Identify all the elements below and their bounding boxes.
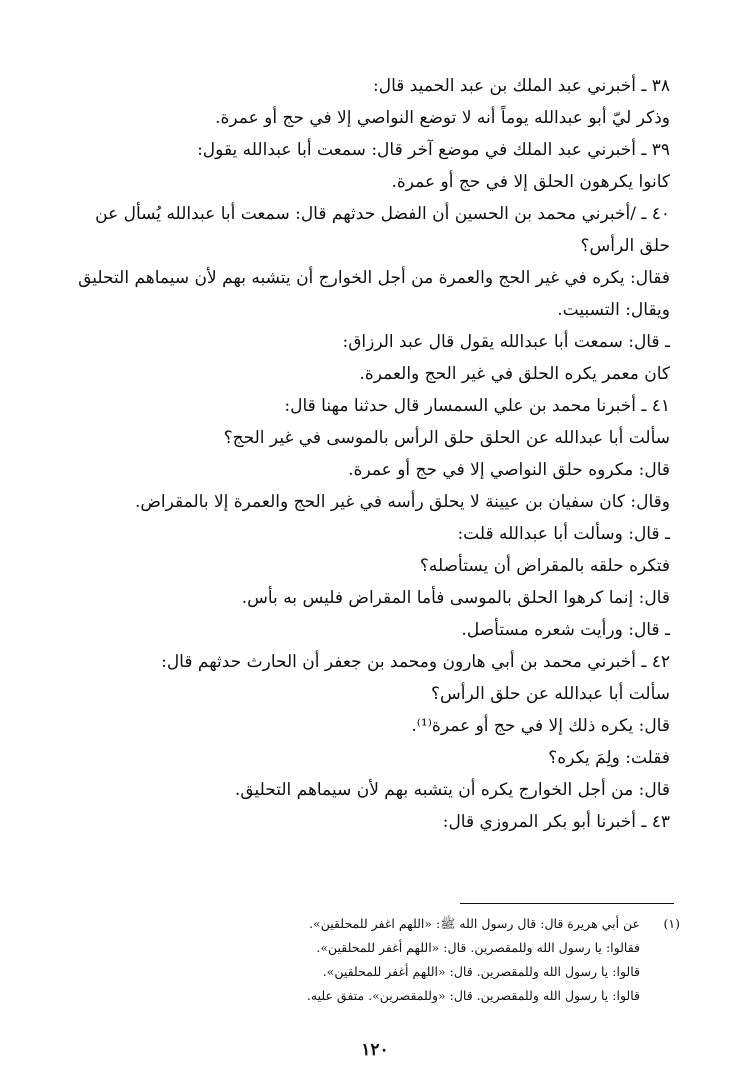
footnote-text: عن أبي هريرة قال: قال رسول الله ﷺ: «اللهم اغفر للمحلقين». xyxy=(309,916,640,931)
footnote-text: قالوا: يا رسول الله وللمقصرين. قال: «اللهم أغفر للمحلقين». xyxy=(322,964,640,979)
text-line: حلق الرأس؟ xyxy=(580,236,670,256)
text-line: قال: إنما كرهوا الحلق بالموسى فأما المقراض فليس به بأس. xyxy=(241,588,670,608)
text-line: ٤٢ ـ أخبرني محمد بن أبي هارون ومحمد بن جعفر أن الحارث حدثهم قال: xyxy=(161,652,670,672)
main-text xyxy=(48,70,670,838)
page-number: ١٢٠ xyxy=(361,1040,389,1060)
footnote-line xyxy=(60,912,680,936)
text-line: ٤٠ ـ /أخبرني محمد بن الحسين أن الفضل حدثهم قال: سمعت أبا عبدالله يُسأل عن xyxy=(95,204,670,224)
text-line: ٤١ ـ أخبرنا محمد بن علي السمسار قال حدثنا مهنا قال: xyxy=(284,396,670,416)
text-line: سألت أبا عبدالله عن الحلق حلق الرأس بالموسى في غير الحج؟ xyxy=(223,428,670,448)
footnotes xyxy=(60,912,680,1008)
text-line: ـ قال: وسألت أبا عبدالله قلت: xyxy=(457,524,670,544)
footnote-text: فقالوا: يا رسول الله وللمقصرين. قال: «اللهم أغفر للمحلقين». xyxy=(316,940,640,955)
text-line: فقال: يكره في غير الحج والعمرة من أجل الخوارج أن يتشبه بهم لأن سيماهم التحليق xyxy=(78,268,670,288)
footnote-line xyxy=(60,984,680,1008)
text-line: ٣٩ ـ أخبرني عبد الملك في موضع آخر قال: سمعت أبا عبدالله يقول: xyxy=(197,140,670,160)
footnote-marker: (١) xyxy=(663,916,680,931)
footnote-line xyxy=(60,936,680,960)
text-line: ويقال: التسبيت. xyxy=(557,300,670,320)
text-line: وذكر ليّ أبو عبدالله يوماً أنه لا توضع النواصي إلا في حج أو عمرة. xyxy=(215,108,670,128)
text-line: كان معمر يكره الحلق في غير الحج والعمرة. xyxy=(359,364,670,384)
text-line: فتكره حلقه بالمقراض أن يستأصله؟ xyxy=(419,556,670,576)
text-line: قال: يكره ذلك إلا في حج أو عمرة⁽¹⁾. xyxy=(411,716,670,736)
text-line: ٣٨ ـ أخبرني عبد الملك بن عبد الحميد قال: xyxy=(372,76,670,96)
footnote-divider xyxy=(460,903,674,904)
text-line: سألت أبا عبدالله عن حلق الرأس؟ xyxy=(431,684,670,704)
text-line: وقال: كان سفيان بن عيينة لا يحلق رأسه في غير الحج والعمرة إلا بالمقراض. xyxy=(134,492,670,512)
text-line: ـ قال: سمعت أبا عبدالله يقول قال عبد الرزاق: xyxy=(342,332,670,352)
text-line: كانوا يكرهون الحلق إلا في حج أو عمرة. xyxy=(391,172,670,192)
footnote-text: قالوا: يا رسول الله وللمقصرين. قال: «وللمقصرين». متفق عليه. xyxy=(306,988,640,1003)
text-line: قال: مكروه حلق النواصي إلا في حج أو عمرة. xyxy=(348,460,670,480)
footnote-line xyxy=(60,960,680,984)
text-line: ـ قال: ورأيت شعره مستأصل. xyxy=(461,620,670,640)
text-line: فقلت: ولِمَ يكره؟ xyxy=(548,748,670,768)
text-line: قال: من أجل الخوارج يكره أن يتشبه بهم لأن سيماهم التحليق. xyxy=(234,780,670,800)
text-line: ٤٣ ـ أخبرنا أبو بكر المروزي قال: xyxy=(442,812,670,832)
